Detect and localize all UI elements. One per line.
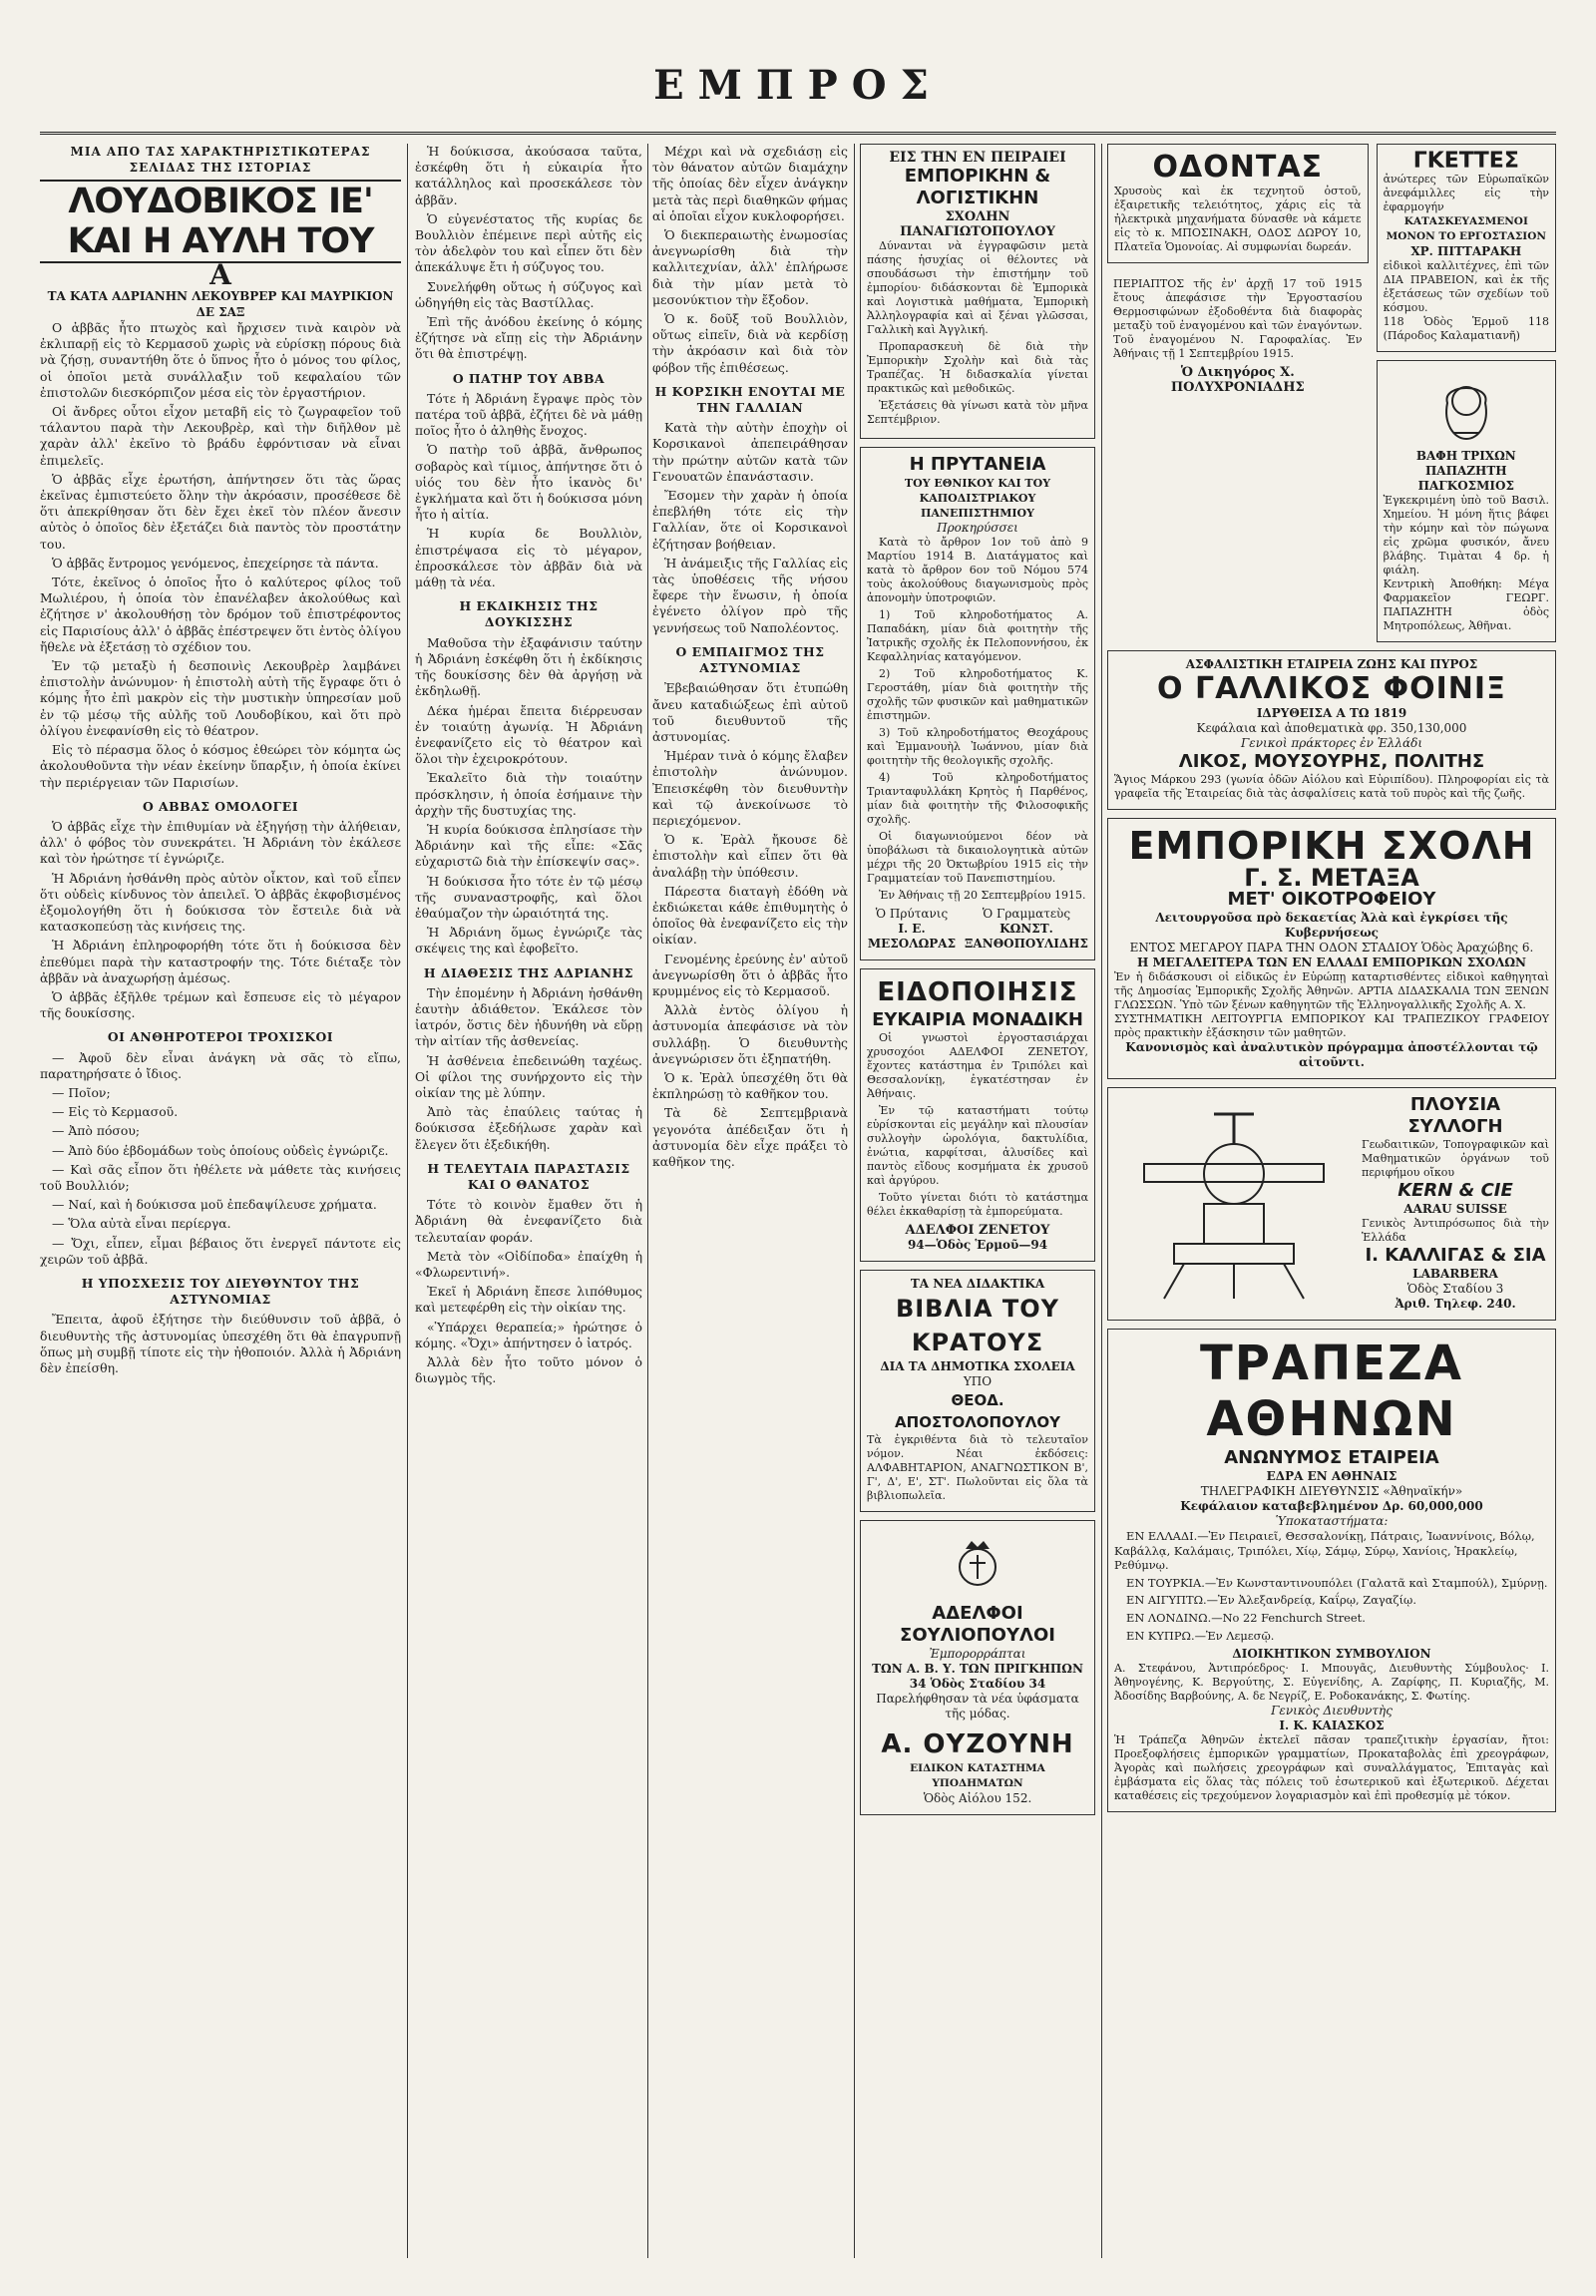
section-heading: Ο ΑΒΒΑΣ ΟΜΟΛΟΓΕΙ [142, 798, 299, 814]
paragraph: Δύνανται νὰ ἐγγραφῶσιν μετὰ πάσης ἡσυχίας οἱ θέλοντες νὰ σπουδάσωσι τὴν ἐπιστήμην τοῦ ἐμπορίου· διδάσκονται δὲ Ἑμπορικὰ καὶ Λογιστικὰ μαθήματα, Ἐμπορικὴ Ἀλληλογραφία καὶ αἱ ξέναι γλῶσσαι, Γαλλικὴ καὶ Ἀγγλική. [867, 239, 1088, 336]
paragraph: — Ὄχι, εἶπεν, εἶμαι βέβαιος ὅτι ἐνεργεῖ πάντοτε εἰς χειρῶν τοῦ ἀββᾶ. [40, 1235, 401, 1267]
paragraph: Ἐξετάσεις θὰ γίνωσι κατὰ τὸν μῆνα Σεπτέμβριον. [867, 399, 1088, 426]
paragraph: Ὁ κ. δοῦξ τοῦ Βουλλιὸν, οὕτως εἰπεῖν, διὰ νὰ κερδίσῃ τὴν ἀκρόασιν καὶ διὰ τὸν φόβον τῆς ἐπιθέσεως. [652, 311, 848, 375]
paragraph: Ἡ ἀνάμειξις τῆς Γαλλίας εἰς τὰς ὑποθέσεις τῆς νήσου ἔφερε τὴν ἕνωσιν, ἡ ὁποία ἐγένετο ὀλίγον πρὸ τῆς γεννήσεως τοῦ Ναπολέοντος. [652, 555, 848, 635]
notice-body [867, 536, 1088, 903]
ad-body: Γεωδαιτικῶν, Τοπογραφικῶν καὶ Μαθηματικῶν ὀργάνων τοῦ περιφήμου οἴκου [1362, 1138, 1549, 1179]
section-heading: Ο ΕΜΠΑΙΓΜΟΣ ΤΗΣ ΑΣΤΥΝΟΜΙΑΣ [675, 643, 825, 676]
paragraph: Ο ἀββᾶς ἦτο πτωχὸς καὶ ἤρχισεν τινὰ καιρὸν νὰ ἐκλιπαρῇ εἰς τὸ Κερμασοῦ χωρὶς νὰ εὑρίσκῃ πόρους διὰ νὰ ζήσῃ, συναντήθη ὅτε ὁ ὕπνος ἦτο ὁ μόνος του φίλος, οἱ ὁποῖοι μετὰ συνάλλαξιν τοῦ κεφαλαίου τῶν ἐπιστολῶν διεσκόρπιζον μέσα εἰς τὸν ἐργαστήριον. [40, 320, 401, 400]
rector-label: Ὁ Πρύτανις [875, 907, 949, 921]
ad-body: Ἐν ἡ διδάσκουσι οἱ εἰδικῶς ἐν Εὐρώπῃ καταρτισθέντες εἰδικοὶ καθηγηταὶ τῆς Δημοσίας Ἐμπορικῆς Σχολῆς Ἀθηνῶν. ΑΡΤΙΑ ΔΙΔΑΣΚΑΛΙΑ ΤΩΝ ΞΕΝΩΝ ΓΛΩΣΣΩΝ. Ὑπὸ τῶν ξένων καθηγητῶν τῆς Ἑλληνογαλλικῆς Σχολῆς Α. Χ. [1114, 970, 1549, 1011]
corset-ad [1377, 144, 1556, 352]
column-rule [1101, 144, 1102, 2258]
paragraph: — Ὅλα αὐτὰ εἶναι περίεργα. [52, 1216, 231, 1232]
paragraph: Ἐν τῷ καταστήματι τούτῳ εὑρίσκονται εἰς μεγάλην καὶ πλουσίαν συλλογὴν ὡρολόγια, δακτυλίδια, ἐνώτια, καρφίτσαι, ἀλυσίδες καὶ παντὸς εἴδους κοσμήματα ἐκ χρυσοῦ καὶ ἀργύρου. [867, 1104, 1088, 1187]
paragraph: — Ἀπὸ πόσου; [52, 1123, 141, 1139]
feature-body [40, 1312, 401, 1376]
ad-line: ΠΛΟΥΣΙΑ [1409, 1094, 1501, 1115]
ad-line: Λειτουργοῦσα πρὸ δεκαετίας Ἀλὰ καὶ ἐγκρίσει τῆς Κυβερνήσεως [1155, 911, 1508, 940]
feature-body [652, 144, 848, 376]
ad-body: Τὰ ἐγκριθέντα διὰ τὸ τελευταῖον νόμον. Νέαι ἐκδόσεις: ΑΛΦΑΒΗΤΑΡΙΟΝ, ΑΝΑΓΝΩΣΤΙΚΟΝ Β', Γ', Δ', Ε', ΣΤ'. Πωλοῦνται εἰς ὅλα τὰ βιβλιοπωλεῖα. [867, 1433, 1088, 1502]
paragraph: Ὁ ἀββᾶς ἔντρομος γενόμενος, ἐπεχείρησε τὰ πάντα. [52, 555, 379, 571]
paragraph: «Ὑπάρχει θεραπεία;» ἠρώτησε ὁ κόμης. «Ὄχι» ἀπήντησεν ὁ ἰατρός. [415, 1319, 642, 1350]
section-heading: Η ΔΙΑΘΕΣΙΣ ΤΗΣ ΑΔΡΙΑΝΗΣ [423, 964, 634, 980]
ad-line: 34 Ὁδὸς Σταδίου 34 [909, 1677, 1046, 1691]
ad-line: ΕΜΠΟΡΙΚΗΝ & ΛΟΓΙΣΤΙΚΗΝ [904, 166, 1051, 208]
feature-body [415, 985, 642, 1153]
dentist-title: ΟΔΟΝΤΑΣ [1152, 150, 1324, 185]
paragraph: Ὁ ἀββᾶς εἶχε ἐρωτήση, ἀπήντησεν ὅτι τὰς ὥρας ἐκεῖνας ἐμπιστεύετο ὅλην τὴν ἀκρόασιν, προσέθεσε δὲ ὅτι ἀπεκρίθησαν ὅτι δὲν ἔχει ἐκεῖ τὸν πλέον ἄνεσιν αὐτὸς ὁ ὁποῖος δὲν ἐξετάζει διὰ παντὸς τὸν προστάτην του. [40, 471, 401, 552]
paragraph: Μετὰ τὸν «Οἰδίποδα» ἐπαίχθη ἡ «Φλωρεντινή». [415, 1248, 642, 1280]
hairdye-title: ΒΑΦΗ ΤΡΙΧΩΝ ΠΑΠΑΖΗΤΗ [1415, 449, 1516, 478]
paragraph: Οἱ ἄνδρες οὗτοι εἶχον μεταβῆ εἰς τὸ ζωγραφεῖον τοῦ τάλαντου παρὰ τὴν Λεκουβρὲρ, καὶ τὴν διῆλθον μὲ χαρὰν ἀλλ' ἐκεῖνο τὸ βράδυ ἐφρόντισαν νὰ εἶναι ἐπιμελεῖς. [40, 404, 401, 468]
ad-line: Ἐμπορορράπται [929, 1647, 1026, 1661]
ad-line: ΔΙΑ ΤΑ ΔΗΜΟΤΙΚΑ ΣΧΟΛΕΙΑ [880, 1359, 1075, 1373]
corset-title: ΓΚΕΤΤΕΣ [1412, 149, 1519, 174]
secretary-label: Ὁ Γραμματεὺς [982, 907, 1071, 921]
paragraph: ΕΝ ΛΟΝΔΙΝΩ.—No 22 Fenchurch Street. [1126, 1610, 1366, 1625]
schoolbooks-ad [860, 1270, 1095, 1512]
masthead [40, 40, 1556, 135]
ad-line: ἀνώτερες τῶν Εὐρωπαϊκῶν ἀνεφάμιλλες εἰς τὴν ἐφαρμογήν [1383, 173, 1549, 213]
column-rule [854, 144, 855, 2258]
notice-title: Η ΠΡΥΤΑΝΕΙΑ [909, 454, 1046, 475]
ad-line: ΙΔΡΥΘΕΙΣΑ Α ΤΩ 1819 [1256, 706, 1407, 720]
paragraph: Ἡ Ἀδριάνη ἐπληροφορήθη τότε ὅτι ἡ δούκισσα δὲν ἐπεθύμει παρὰ τὴν καταστροφήν της. Τότε διέταξε τὸν ἀββᾶν νὰ ἀναχωρήσῃ ἀμέσως. [40, 938, 401, 985]
ad-line: Κεφάλαια καὶ ἀποθεματικὰ φρ. 350,130,000 [1196, 721, 1467, 735]
legal-announcement [1107, 271, 1369, 403]
rector-name: Ι. Ε. ΜΕΣΟΛΩΡΑΣ [867, 922, 957, 951]
shop-address: Ὁδὸς Αἰόλου 152. [923, 1791, 1032, 1805]
kern-instruments-ad [1107, 1087, 1556, 1321]
paragraph: Εἰς τὸ πέρασμα ὅλος ὁ κόσμος ἐθεώρει τὸν κόμητα ὡς ἀκολουθοῦντα τὴν νέαν ἐκείνην ὕπαρξιν, ἡ ὁποία ἐκίνει τὴν περιέργειαν τῶν Παρισίων. [40, 742, 401, 790]
ad-line: Γενικὸς Διευθυντὴς [1271, 1704, 1393, 1719]
section-heading: ΟΙ ΑΝΘΗΡΟΤΕΡΟΙ ΤΡΟΧΙΣΚΟΙ [107, 1029, 334, 1045]
paragraph: — Ἀπὸ δύο ἑβδομάδων τοὺς ὁποίους οὐδεὶς ἐγνώριζε. [52, 1142, 389, 1158]
woman-portrait-icon [1431, 373, 1501, 443]
section-heading: Η ΤΕΛΕΥΤΑΙΑ ΠΑΡΑΣΤΑΣΙΣ ΚΑΙ Ο ΘΑΝΑΤΟΣ [427, 1160, 630, 1192]
paragraph: Τότε ἡ Ἀδριάνη ἔγραψε πρὸς τὸν πατέρα τοῦ ἀββᾶ, ἐζήτει δὲ νὰ μάθῃ ποῖος ἦτο ὁ ἀληθὴς ἔνοχος. [415, 390, 642, 439]
ad-line: εἰδικοὶ καλλιτέχνες, ἐπὶ τῶν ΔΙΑ ΠΡΑΒΕΙΟΝ, καὶ ἐκ τῆς ἐξετάσεως τῶν σχεδίων τοῦ κόσμου. [1383, 259, 1549, 314]
notice-body [867, 1031, 1088, 1219]
newspaper-title: ΕΜΠΡΟΣ [653, 62, 943, 109]
paragraph: ΕΝ ΚΥΠΡΩ.—Ἐν Λεμεσῷ. [1126, 1628, 1275, 1643]
column-2 [415, 144, 642, 2258]
paragraph: 4) Τοῦ κληροδοτήματος Τριανταφυλλάκη Κρητὸς ἡ Παρθένος, μίαν διὰ φοιτητὴν τῆς Φιλοσοφικῆς σχολῆς. [867, 771, 1088, 826]
ad-address: Κεντρικὴ Ἀποθήκη: Μέγα Φαρμακεῖον ΓΕΩΡΓ. ΠΑΠΑΖΗΤΗ ὁδὸς Μητροπόλεως, Ἀθῆναι. [1383, 577, 1549, 632]
paragraph: Ὁ ἀββᾶς εἶχε τὴν ἐπιθυμίαν νὰ ἐξηγήσῃ τὴν ἀλήθειαν, ἀλλ' ὁ φόβος τὸν συνεκράτει. Ἡ Ἀδριάνη τὸν ἐκάλεσε καὶ τὸν ἠρώτησε τί ἐγνώριζε. [40, 818, 401, 867]
ad-line: ΕΝΤΟΣ ΜΕΓΑΡΟΥ ΠΑΡΑ ΤΗΝ ΟΔΟΝ ΣΤΑΔΙΟΥ Ὁδὸς Ἀραχώβης 6. [1129, 941, 1534, 955]
ad-line: ΑΣΦΑΛΙΣΤΙΚΗ ΕΤΑΙΡΕΙΑ ΖΩΗΣ ΚΑΙ ΠΥΡΟΣ [1185, 657, 1478, 671]
theodolite-illustration-icon [1114, 1094, 1354, 1304]
ad-line: ΕΙΣ ΤΗΝ ΕΝ ΠΕΙΡΑΙΕΙ [889, 150, 1066, 166]
ad-line: Κανονισμὸς καὶ ἀναλυτικὸν πρόγραμμα ἀποστέλλονται τῷ αἰτοῦντι. [1125, 1040, 1538, 1069]
school-title: ΕΜΠΟΡΙΚΗ ΣΧΟΛΗ [1128, 824, 1535, 868]
paragraph: — Καὶ σᾶς εἶπον ὅτι ἠθέλετε νὰ μάθετε τὰς κινήσεις τοῦ Βουλλιόν; [40, 1161, 401, 1193]
paragraph: 1) Τοῦ κληροδοτήματος Α. Παπαδάκη, μίαν διὰ φοιτητὴν τῆς Ἰατρικῆς σχολῆς ἐκ Πελοποννήσου, ἐκ Κεφαλληνίας καταγόμενον. [867, 608, 1088, 663]
feature-body [415, 1197, 642, 1386]
feature-title: ΛΟΥΔΟΒΙΚΟΣ ΙΕ' ΚΑΙ Η ΑΥΛΗ ΤΟΥ [40, 180, 401, 263]
paragraph: Ἐν Ἀθήναις τῇ 20 Σεπτεμβρίου 1915. [879, 889, 1086, 902]
ad-line: Γενικὸς Ἀντιπρόσωπος διὰ τὴν Ἑλλάδα [1362, 1217, 1549, 1244]
paragraph: Ὁ πατὴρ τοῦ ἀββᾶ, ἄνθρωπος σοβαρὸς καὶ τίμιος, ἀπήντησε ὅτι ὁ υἱός του δὲν ἦτο ἱκανὸς δι' ἐγκλήματα καὶ ὅτι ἡ δούκισσα μόνη ἦτο ἡ αἰτία. [415, 442, 642, 523]
jeweller-notice [860, 968, 1095, 1262]
paragraph: Ἔπειτα, ἀφοῦ ἐξήτησε τὴν διεύθυνσιν τοῦ ἀββᾶ, ὁ διευθυντὴς τῆς ἀστυνομίας ὑπεσχέθη ὅτι θὰ ἐπαγρυπνῇ ὅπως μὴ συμβῇ τίποτε εἰς τὴν ἠθοποιόν. Ἀλλὰ ἡ Ἀδριάνη δὲν ἐπείσθη. [40, 1312, 401, 1375]
paragraph: Ὁ εὐγενέστατος τῆς κυρίας δε Βουλλιὸν ἐπέμεινε περὶ αὐτῆς εἰς τὸν ἀδελφὸν του καὶ εἶπεν ὅτι δὲν ἀπεκάλυψε ἔτι ἡ σύζυγος του. [415, 210, 642, 275]
feature-body [415, 144, 642, 363]
agent-sub: LABARBERA [1412, 1267, 1498, 1281]
notice-subtitle: ΤΟΥ ΕΘΝΙΚΟΥ ΚΑΙ ΤΟΥ ΚΑΠΟΔΙΣΤΡΙΑΚΟΥ ΠΑΝΕΠΙΣΤΗΜΙΟΥ [904, 477, 1051, 520]
board-members: Α. Στεφάνου, Ἀντιπρόεδρος· Ι. Μπουγᾶς, Διευθυντὴς Σύμβουλος· Ι. Ἀθηνογένης, Κ. Βεργούτης, Σ. Εὐγενίδης, Α. Ζαρίφης, Π. Κυριαζῆς, Μ. Ἀδοσίδης Βαρβούνης, Α. δε Νεγρίζ, Ε. Ροδοκανάκης, Σ. Φωτίης. [1114, 1662, 1549, 1704]
column-5 [1107, 144, 1556, 2258]
insurance-name: Ο ΓΑΛΛΙΚΟΣ ΦΟΙΝΙΞ [1157, 671, 1506, 706]
feature-body [415, 391, 642, 590]
hairdye-ad [1377, 360, 1556, 642]
ad-body [867, 239, 1088, 427]
feature-body [40, 320, 401, 791]
ad-line: ΤΩΝ Α. Β. Υ. ΤΩΝ ΠΡΙΓΚΗΠΩΝ [872, 1662, 1083, 1676]
paragraph: Πάρεστα διαταγὴ ἐδόθη νὰ ἐκδιώκεται κάθε ἐπιθυμητὴς ὁ ὁποῖος θὰ ἐνεφανίζετο εἰς τὴν οἰκίαν. [652, 883, 848, 948]
paragraph: Ὁ ἀββᾶς ἐξῆλθε τρέμων καὶ ἔσπευσε εἰς τὸ μέγαρον τῆς δουκίσσης. [40, 988, 401, 1021]
feature-byline: ΤΑ ΚΑΤΑ ΑΔΡΙΑΝΗΝ ΛΕΚΟΥΒΡΕΡ ΚΑΙ ΜΑΥΡΙΚΙΟΝ ΔΕ ΣΑΞ [47, 288, 394, 319]
paragraph: Ἡ κυρία δούκισσα ἐπλησίασε τὴν Ἀδριάνην καὶ τῆς εἶπε: «Σᾶς εὐχαριστῶ διὰ τὴν ἐπίσκεψίν σας». [415, 821, 642, 870]
paragraph: Δέκα ἡμέραι ἔπειτα διέρρευσαν ἐν τοιαύτῃ ἀγωνίᾳ. Ἡ Ἀδριάνη ἐνεφανίζετο εἰς τὸ θέατρον καὶ ὅλοι τὴν ἐχειροκρότουν. [415, 702, 642, 767]
ad-line: ΜΕΤ' ΟΙΚΟΤΡΟΦΕΙΟΥ [1227, 889, 1436, 910]
paragraph: Τὰ δὲ Σεπτεμβριανὰ γεγονότα ἀπέδειξαν ὅτι ἡ ἀστυνομία δὲν εἶχε πράξει τὸ καθῆκον της. [652, 1105, 848, 1169]
paragraph: Προπαρασκευὴ δὲ διὰ τὴν Ἐμπορικὴν Σχολὴν καὶ διὰ τὰς Τραπέζας. Ἡ διδασκαλία γίνεται πρακτικῶς καὶ μεθοδικῶς. [867, 340, 1088, 395]
ad-line: Γενικοὶ πράκτορες ἐν Ἑλλάδι [1240, 736, 1423, 750]
section-heading: Η ΕΚΔΙΚΗΣΙΣ ΤΗΣ ΔΟΥΚΙΣΣΗΣ [459, 598, 598, 630]
ad-line: Παρελήφθησαν τὰ νέα ὑφάσματα τῆς μόδας. [876, 1692, 1079, 1721]
agent-name: Ι. ΚΑΛΛΙΓΑΣ & ΣΙΑ [1365, 1245, 1546, 1266]
paragraph: Κατὰ τὴν αὐτὴν ἐποχὴν οἱ Κορσικανοὶ ἀπεπειράθησαν τὴν πρώτην αὐτῶν κατὰ τῶν Γενουατῶν ἐπανάστασιν. [652, 420, 848, 484]
paragraph: Ὁ κ. Ἐρὰλ ὑπεσχέθη ὅτι θὰ ἐκπληρώσῃ τὸ καθῆκον του. [652, 1069, 848, 1102]
ad-line: ΒΙΒΛΙΑ ΤΟΥ ΚΡΑΤΟΥΣ [895, 1295, 1060, 1356]
notice-title: ΕΙΔΟΠΟΙΗΣΙΣ [877, 977, 1078, 1007]
paragraph: Ἀλλὰ ἐντὸς ὀλίγου ἡ ἀστυνομία ἀπεφάσισε νὰ τὸν συλλάβῃ. Ὁ διευθυντὴς ἀνεγνώρισεν ὅτι ἐξηπατήθη. [652, 1002, 848, 1066]
paragraph: Ἡ κυρία δε Βουλλιὸν, ἐπιστρέψασα εἰς τὸ μέγαρον, ἐπροσκάλεσε τὸν ἀββᾶν διὰ νὰ μάθῃ τὰ νέα. [415, 526, 642, 590]
paragraph: — Εἰς τὸ Κερμασοῦ. [52, 1104, 179, 1120]
paragraph: Ἐπὶ τῆς ἀνόδου ἐκείνης ὁ κόμης ἐζήτησε νὰ εἴπῃ εἰς τὴν Ἀδριάνην ὅτι θὰ ἐπιστρέψῃ. [415, 314, 642, 362]
notice-subtitle: ΕΥΚΑΙΡΙΑ ΜΟΝΑΔΙΚΗ [872, 1009, 1083, 1030]
director-name: Ι. Κ. ΚΑΙΑΣΚΟΣ [1279, 1719, 1385, 1733]
ad-line: ΑΝΩΝΥΜΟΣ ΕΤΑΙΡΕΙΑ [1224, 1447, 1439, 1468]
ad-line: ΚΑΤΑΣΚΕΥΑΣΜΕΝΟΙ ΜΟΝΟΝ ΤΟ ΕΡΓΟΣΤΑΣΙΟΝ [1386, 215, 1546, 242]
paragraph: Οἱ γνωστοὶ ἐργοστασιάρχαι χρυσοχόοι ΑΔΕΛΦΟΙ ΖΕΝΕΤΟΥ, ἔχοντες κατάστημα ἐν Τριπόλει καὶ Θεσσαλονίκῃ, ἐγκατέστησαν ἐν Ἀθήναις. [867, 1031, 1088, 1100]
paragraph: — Ἀφοῦ δὲν εἶναι ἀνάγκη νὰ σᾶς τὸ εἴπω, παρατηρήσατε ὁ ἴδιος. [40, 1049, 401, 1081]
tailor-ad [860, 1520, 1095, 1815]
paragraph: 3) Τοῦ κληροδοτήματος Θεοχάρους καὶ Ἐμμανουὴλ Ἰωάννου, μίαν διὰ φοιτητὴν τῆς θεολογικῆς σχολῆς. [867, 726, 1088, 767]
royal-crest-icon [948, 1533, 1007, 1593]
section-heading: Η ΚΟΡΣΙΚΗ ΕΝΟΥΤΑΙ ΜΕ ΤΗΝ ΓΑΛΛΙΑΝ [654, 383, 846, 416]
feature-body [415, 635, 642, 957]
agents-name: ΛΙΚΟΣ, ΜΟΥΣΟΥΡΗΣ, ΠΟΛΙΤΗΣ [1178, 751, 1485, 772]
paragraph: Κατὰ τὸ ἄρθρον 1ον τοῦ ἀπὸ 9 Μαρτίου 1914 Β. Διατάγματος καὶ κατὰ τὸ ἄρθρον 6ον τοῦ Νόμου 574 τοὺς ἀκολούθους διαγωνισμοὺς πρὸς ἀπονομὴν ὑποτροφιῶν. [867, 536, 1088, 604]
paragraph: ΕΝ ΕΛΛΑΔΙ.—Ἐν Πειραιεῖ, Θεσσαλονίκῃ, Πάτραις, Ἰωαννίνοις, Βόλῳ, Καβάλλᾳ, Καλάμαις, Τριπόλει, Χίῳ, Σάμῳ, Σύρῳ, Χανίοις, Ἡρακλείῳ, Ρεθύμνῳ. [1114, 1529, 1535, 1573]
ad-line: Ὑποκαταστήματα: [1275, 1514, 1389, 1528]
column-rule [647, 144, 648, 2258]
paragraph: Ἡ Ἀδριάνη ὅμως ἐγνώριζε τὰς σκέψεις της καὶ ἐφοβεῖτο. [415, 925, 642, 957]
bank-ad [1107, 1329, 1556, 1812]
announcement-text: ΠΕΡΙΑΠΤΟΣ τῆς ἐν' ἀρχῇ 17 τοῦ 1915 ἔτους ἀπεφάσισε τὴν Ἐργοστασίου Θερμοσιφώνων ἐξοδοθέντα διὰ διαφορὰς μεταξὺ τοῦ ἐναγομένου καὶ τῶν ἐναγόντων. Τοῦ ἐναγομένου Ν. Γαροφαλίας. Ἐν Ἀθήναις τῇ 1 Σεπτεμβρίου 1915. [1113, 277, 1363, 360]
branch-list [1114, 1529, 1549, 1643]
section-heading: Η ΥΠΟΣΧΕΣΙΣ ΤΟΥ ΔΙΕΥΘΥΝΤΟΥ ΤΗΣ ΑΣΤΥΝΟΜΙΑΣ [81, 1275, 360, 1308]
commerce-school-ad [860, 144, 1095, 439]
paragraph: Ἐκαλεῖτο διὰ τὴν τοιαύτην πρόσκλησιν, ἡ ὁποία ἐσήμαινε τὴν ἀρχὴν τῆς δυστυχίας της. [415, 770, 642, 818]
paragraph: Ἡ δούκισσα, ἀκούσασα ταῦτα, ἐσκέφθη ὅτι ἡ εὐκαιρία ἦτο κατάλληλος καὶ προσεκάλεσε τὸν ἀββᾶν. [415, 144, 642, 207]
university-notice [860, 447, 1095, 960]
paragraph: Γενομένης ἐρεύνης ἐν' αὐτοῦ ἀνεγνωρίσθη ὅτι ὁ ἀββᾶς ἦτο κρυμμένος εἰς τὸ Κερμασοῦ. [652, 951, 848, 998]
paragraph: ΕΝ ΤΟΥΡΚΙΑ.—Ἐν Κωνσταντινουπόλει (Γαλατᾶ καὶ Σταμπούλ), Σμύρνῃ. [1126, 1575, 1548, 1590]
paragraph: Ἀπὸ τὰς ἐπαύλεις ταύτας ἡ δούκισσα ἐξεδήλωσε χαρὰν καὶ ἔλεγεν ὅτι ἐξεδικήθη. [415, 1104, 642, 1152]
ad-line: ΤΗΛΕΓΡΑΦΙΚΗ ΔΙΕΥΘΥΝΣΙΣ «Ἀθηναϊκήν» [1200, 1484, 1463, 1498]
ad-line: ΕΔΡΑ ΕΝ ΑΘΗΝΑΙΣ [1266, 1469, 1397, 1483]
ad-line: ΣΥΣΤΗΜΑΤΙΚΗ ΛΕΙΤΟΥΡΓΙΑ ΕΜΠΟΡΙΚΟΥ ΚΑΙ ΤΡΑΠΕΖΙΚΟΥ ΓΡΑΦΕΙΟΥ πρὸς πρακτικὴν ἐξάσκησιν τῶν μαθητῶν. [1114, 1012, 1549, 1039]
ad-line: ΣΧΟΛΗΝ ΠΑΝΑΓΙΩΤΟΠΟΥΛΟΥ [900, 209, 1055, 239]
dentist-text: Χρυσοὺς καὶ ἐκ τεχνητοῦ ὀστοῦ, ἐξαιρετικῆς τελειότητος, χάρις εἰς τὰ ἠλεκτρικὰ μηχανήματα δύνασθε νὰ κάμετε εἰς τὸ κ. ΜΠΟΣΙΝΑΚΗ, ΟΔΟΣ ΔΩΡΟΥ 10, Πλατεῖα Ὁμονοίας. Αἱ συμφωνίαι δωρεάν. [1114, 185, 1362, 253]
paragraph: Ἀλλὰ δὲν ἦτο τοῦτο μόνον ὁ διωγμὸς τῆς. [415, 1354, 642, 1386]
column-rule [407, 144, 408, 2258]
notice-intro: Προκηρύσσει [937, 521, 1018, 535]
paragraph: Ὁ διεκπεραιωτὴς ἐνωμοσίας ἀνεγνωρίσθη διὰ τὴν καλλιτεχνίαν, ἀλλ' ἐπλήρωσε διὰ τὴν μίαν μετὰ τὸ μεσονύκτιον τὴν ἔξοδον. [652, 227, 848, 307]
ad-line: ΤΑ ΝΕΑ ΔΙΔΑΚΤΙΚΑ [910, 1277, 1045, 1291]
paragraph: Μαθοῦσα τὴν ἐξαφάνισιν ταύτην ἡ Ἀδριάνη ἐσκέφθη ὅτι ἡ ἐκδίκησις τῆς δουκίσσης δὲν θὰ ἀργήσῃ νὰ ἐκδηλωθῇ. [415, 634, 642, 699]
paragraph: Ἔσομεν τὴν χαρὰν ἡ ὁποία ἐπεβλήθη τότε εἰς τὴν Γαλλίαν, ὅτε οἱ Κορσικανοὶ ἐζήτησαν βοήθειαν. [652, 488, 848, 552]
feature-part: Α [209, 258, 231, 292]
newspaper-page [40, 40, 1556, 2266]
paragraph: Τοῦτο γίνεται διότι τὸ κατάστημα θέλει ἐκκαθαρίσῃ τὰ ἐμπορεύματα. [867, 1191, 1088, 1218]
paragraph: — Ναί, καὶ ἡ δούκισσα μοῦ ἐπεδαψίλευσε χρήματα. [52, 1197, 377, 1213]
company-address: 94—Ὁδὸς Ἑρμοῦ—94 [907, 1238, 1048, 1252]
ad-address: 118 Ὁδὸς Ἑρμοῦ 118 (Πάροδος Καλαματιανῆ) [1383, 315, 1549, 342]
paragraph: Τότε τὸ κοινὸν ἔμαθεν ὅτι ἡ Ἀδριάνη θὰ ἐνεφανίζετο διὰ τελευταίαν φοράν. [415, 1197, 642, 1245]
paragraph: Ἡ Ἀδριάνη ἠσθάνθη πρὸς αὐτὸν οἶκτον, καὶ τοῦ εἶπεν ὅτι οὐδεὶς κίνδυνος τὸν ἀπειλεῖ. Ὁ ἀββᾶς ἐκφοβισμένος ἐξομολογήθη ὅτι ἡ δούκισσα τὸν ἔστειλε διὰ νὰ κατασκοπεύσῃ τὰς κινήσεις της. [40, 870, 401, 935]
bank-name: ΤΡΑΠΕΖΑ ΑΘΗΝΩΝ [1200, 1336, 1463, 1447]
ad-body: Ἅγιος Μάρκου 293 (γωνία ὁδῶν Αἰόλου καὶ Εὐριπίδου). Πληροφορίαι εἰς τὰ γραφεῖα τῆς Ἑταιρείας διὰ τὰς ἀσφαλίσεις κατὰ τοῦ πυρὸς καὶ τῆς ζωῆς. [1114, 773, 1549, 800]
author-name: ΘΕΟΔ. ΑΠΟΣΤΟΛΟΠΟΥΛΟΥ [895, 1391, 1060, 1431]
ad-body: Ἡ Τράπεζα Ἀθηνῶν ἐκτελεῖ πᾶσαν τραπεζιτικὴν ἐργασίαν, ἤτοι: Προεξοφλήσεις ἐμπορικῶν γραμματίων, Προκαταβολὰς ἐπὶ χρεογράφων, Ἀγορὰς καὶ πωλήσεις χρεογράφων καὶ συναλλάγματος, Ἐπιταγὰς καὶ ἐμβάσματα εἰς ὅλας τὰς πόλεις τοῦ ἐσωτερικοῦ καὶ ἐξωτερικοῦ. Δέχεται καταθέσεις εἰς τρεχούμενον λογαριασμὸν καὶ ἐπὶ προθεσμίᾳ μὲ τόκον. [1114, 1733, 1549, 1803]
ad-line: ΔΙΟΙΚΗΤΙΚΟΝ ΣΥΜΒΟΥΛΙΟΝ [1232, 1647, 1431, 1662]
ad-line: ΥΠΟ [963, 1374, 993, 1388]
school-owner: Γ. Σ. ΜΕΤΑΞΑ [1244, 864, 1419, 892]
company-name: ΑΔΕΛΦΟΙ ΖΕΝΕΤΟΥ [905, 1223, 1050, 1238]
feature-body [652, 680, 848, 1170]
paragraph: Οἱ διαγωνιούμενοι δέον νὰ ὑποβάλωσι τὰ δικαιολογητικὰ αὐτῶν μέχρι τῆς 20 Ὀκτωβρίου 1915 εἰς τὴν Γραμματείαν τοῦ Πανεπιστημίου. [867, 830, 1088, 885]
paragraph: Συνελήφθη οὕτως ἡ σύζυγος καὶ ὡδηγήθη εἰς τὰς Βαστίλλας. [415, 278, 642, 310]
paragraph: Ἡ δούκισσα ἦτο τότε ἐν τῷ μέσῳ τῆς συναναστροφῆς, καὶ ὅλοι ἐθαύμαζον τὴν ὡραιότητά της. [415, 873, 642, 921]
hairdye-subtitle: ΠΑΓΚΟΣΜΙΟΣ [1417, 479, 1514, 493]
shop-line: ΕΙΔΙΚΟΝ ΚΑΤΑΣΤΗΜΑ ΥΠΟΔΗΜΑΤΩΝ [910, 1762, 1045, 1789]
maker-name: ΧΡ. ΠΙΤΤΑΡΑΚΗ [1410, 244, 1522, 258]
ad-line: Κεφάλαιον καταβεβλημένον Δρ. 60,000,000 [1180, 1499, 1483, 1513]
brand-name: KERN & CIE [1397, 1180, 1513, 1201]
announcement-signature: Ὁ Δικηγόρος Χ. ΠΟΛΥΧΡΟΝΙΑΔΗΣ [1170, 365, 1305, 395]
tailor-name: ΑΔΕΛΦΟΙ ΣΟΥΛΙΟΠΟΥΛΟΙ [900, 1603, 1055, 1646]
paragraph: Ἡμέραν τινὰ ὁ κόμης ἔλαβεν ἐπιστολὴν ἀνώνυμον. Ἐπεισκέφθη τὸν διευθυντὴν καὶ τῷ ἀνεκοίνωσε τὸ περιεχόμενον. [652, 748, 848, 828]
paragraph: 2) Τοῦ κληροδοτήματος Κ. Γεροστάθη, μίαν διὰ φοιτητὴν τῆς σχολῆς τῶν φυσικῶν καὶ μαθηματικῶν ἐπιστημῶν. [867, 667, 1088, 722]
paragraph: Ὁ κ. Ἐρὰλ ἤκουσε δὲ ἐπιστολὴν καὶ εἶπεν ὅτι θὰ ἀναλάβῃ τὴν ὑπόθεσιν. [652, 832, 848, 880]
paragraph: Ἐκεῖ ἡ Ἀδριάνη ἔπεσε λιπόθυμος καὶ μετεφέρθη εἰς τὴν οἰκίαν της. [415, 1284, 642, 1316]
column-1 [40, 144, 401, 2258]
shop-name: Α. ΟΥΖΟΥΝΗ [881, 1729, 1074, 1759]
feature-body [40, 1050, 401, 1268]
paragraph: Ἐν τῷ μεταξὺ ἡ δεσποινὶς Λεκουβρὲρ λαμβάνει ἐπιστολὴν ἀνώνυμον· ἡ ἐπιστολὴ αὐτὴ τῆς ἔγραφε ὅτι ὁ κόμης ἦτο ἐπὶ μακρὸν εἰς τὴν μυστικὴν ὑπηρεσίαν μοῦ ἐν τῷ μέσῳ τῆς αὐλῆς τοῦ Λουδοβίκου, καὶ ὅτι πρὸ ὀλίγου ἐνεφανίσθη εἰς τὸ θέατρον. [40, 658, 401, 738]
insurance-ad [1107, 650, 1556, 810]
column-3 [652, 144, 848, 2258]
ad-body: Ἐγκεκριμένη ὑπὸ τοῦ Βασιλ. Χημείου. Ἡ μόνη ἥτις βάφει τὴν κόμην καὶ τὸν πώγωνα εἰς χρῶμα φυσικόν, ἄνευ βλάβης. Τιμὰται 4 δρ. ἡ φιάλη. [1383, 494, 1549, 576]
metaxa-school-ad [1107, 818, 1556, 1079]
feature-body [40, 819, 401, 1021]
section-heading: Ο ΠΑΤΗΡ ΤΟΥ ΑΒΒΑ [452, 370, 605, 386]
brand-city: AARAU SUISSE [1403, 1202, 1507, 1216]
paragraph: Ἐβεβαιώθησαν ὅτι ἐτυπώθη ἄνευ καταδιώξεως ἐπὶ αὐτοῦ τοῦ διευθυντοῦ τῆς ἀστυνομίας. [652, 680, 848, 744]
feature-kicker: ΜΙΑ ΑΠΟ ΤΑΣ ΧΑΡΑΚΤΗΡΙΣΤΙΚΩΤΕΡΑΣ ΣΕΛΙΔΑΣ ΤΗΣ ΙΣΤΟΡΙΑΣ [70, 145, 371, 176]
dentist-ad [1107, 144, 1369, 263]
ad-line: Η ΜΕΓΑΛΕΙΤΕΡΑ ΤΩΝ ΕΝ ΕΛΛΑΔΙ ΕΜΠΟΡΙΚΩΝ ΣΧΟΛΩΝ [1137, 956, 1526, 969]
paragraph: Μέχρι καὶ νὰ σχεδιάσῃ εἰς τὸν θάνατον αὐτῶν διαμάχην τῆς ὁποίας δὲν εἶχεν ἀνάγκην μετὰ τὰς περὶ διαθηκῶν φήμας αἱ ὁποῖαι εἶχον κυκλοφορήσει. [652, 144, 848, 223]
agent-phone: Ἀριθ. Τηλεφ. 240. [1395, 1297, 1516, 1311]
secretary-name: ΚΩΝΣΤ. ΞΑΝΘΟΠΟΥΛΙΔΗΣ [964, 922, 1089, 951]
paragraph: Τότε, ἐκεῖνος ὁ ὁποῖος ἦτο ὁ καλύτερος φίλος τοῦ Μωλιέρου, ἡ ὁποία τὸν ἐπανέλαβεν ἀκολούθως καὶ ἐζήτησε ν' ἀκολουθήσῃ τὸν δρόμον τοῦ ἐπιστρέφοντος εἰς Παρισίους ἀλλ' ὁ ἀββᾶς ἐπέστρεψεν ὅτι ἐντὸς ὀλίγου ἤθελε νὰ ἐξετάσῃ τὸ σχέδιον του. [40, 574, 401, 654]
feature-body [652, 420, 848, 636]
agent-address: Ὁδὸς Σταδίου 3 [1406, 1282, 1504, 1296]
paragraph: ΕΝ ΑΙΓΥΠΤΩ.—Ἐν Ἀλεξανδρείᾳ, Καΐρῳ, Ζαγαζίῳ. [1126, 1593, 1416, 1608]
paragraph: Ἡ ἀσθένεια ἐπεδεινώθη ταχέως. Οἱ φίλοι της συνήρχοντο εἰς τὴν οἰκίαν της μὲ λύπην. [415, 1052, 642, 1100]
paragraph: — Ποῖον; [52, 1084, 111, 1100]
ad-line: ΣΥΛΛΟΓΗ [1407, 1116, 1503, 1137]
paragraph: Τὴν ἑπομένην ἡ Ἀδριάνη ἠσθάνθη ἑαυτὴν ἀδιάθετον. Ἐκάλεσε τὸν ἰατρόν, ὅστις δὲν ἠδυνήθη νὰ εὕρῃ τὴν αἰτίαν τῆς ἀσθενείας. [415, 984, 642, 1049]
column-4 [860, 144, 1095, 2258]
